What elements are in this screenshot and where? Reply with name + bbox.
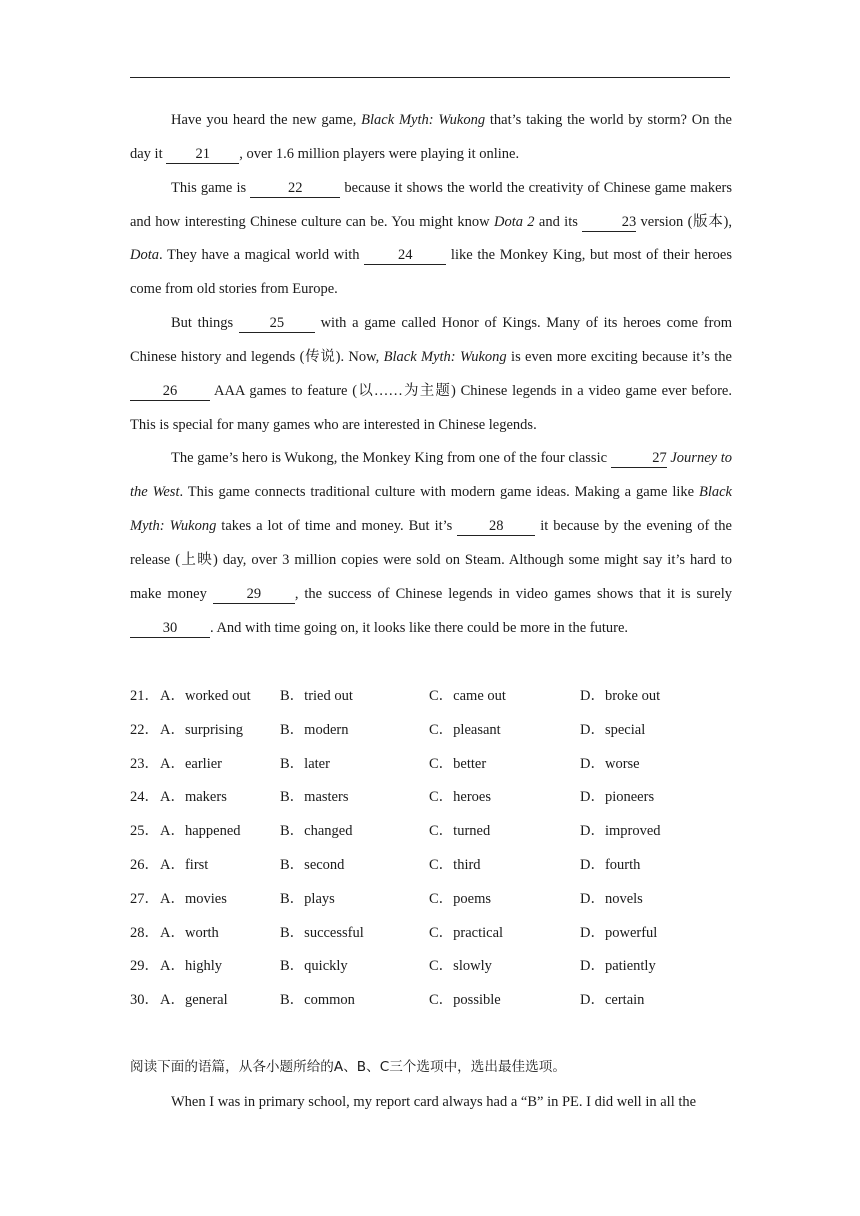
italic-title: Dota xyxy=(130,247,159,264)
option-a: A．makers xyxy=(160,789,227,806)
option-c: C．possible xyxy=(429,992,501,1009)
blank-23: 23 xyxy=(582,213,636,232)
option-c: C．practical xyxy=(429,924,504,941)
option-d: D．certain xyxy=(580,992,645,1009)
option-c: C．slowly xyxy=(429,958,492,975)
passage-paragraph: This game is 22 because it shows the world the creativity of Chinese game makers and how interesting Chinese culture can be. You might know Dota 2 and its 23 version (版本), Dota. They have a magical world with 24 like the Monkey King, but most of their heroes come from old stories from Europe. xyxy=(130,179,733,298)
option-b: B．tried out xyxy=(280,688,353,704)
blank-28: 28 xyxy=(457,517,535,536)
option-row xyxy=(130,984,730,1018)
option-d: D．patiently xyxy=(580,958,656,975)
blank-29: 29 xyxy=(213,585,295,604)
italic-title: Black Myth: Wukong xyxy=(130,484,732,535)
option-a: A．movies xyxy=(160,890,227,907)
option-d: D．special xyxy=(580,721,646,738)
option-row xyxy=(130,781,730,815)
option-c: C．heroes xyxy=(429,789,492,806)
cloze-passage xyxy=(130,104,732,646)
option-row xyxy=(130,714,730,748)
passage-paragraph: The game’s hero is Wukong, the Monkey King from one of the four classic 27 Journey to the West. This game connects traditional culture with modern game ideas. Making a game like Black Myth: Wukong takes a lot of time and money. But it’s 28 it because by the evening of the release (上映) day, over 3 million copies were sold on Steam. Although some might say it’s hard to make money 29 , the success of Chinese legends in video games shows that it is surely 30 . And with time going on, it looks like there could be more in the future. xyxy=(130,450,732,636)
italic-title: Black Myth: Wukong xyxy=(361,112,486,128)
option-row xyxy=(130,883,730,917)
option-a: A．happened xyxy=(160,823,241,840)
question-number: 25． xyxy=(130,823,159,840)
question-number: 29． xyxy=(130,958,159,975)
option-b: B．modern xyxy=(280,721,349,738)
question-number: 28． xyxy=(130,924,159,941)
question-number: 26． xyxy=(130,856,159,873)
option-b: B．second xyxy=(280,856,345,873)
option-a: A．surprising xyxy=(160,721,243,738)
option-b: B．common xyxy=(280,992,355,1009)
question-number: 22． xyxy=(130,721,159,738)
option-row xyxy=(130,748,730,782)
option-a: A．earlier xyxy=(160,755,222,772)
option-row xyxy=(130,849,730,883)
blank-25: 25 xyxy=(239,314,315,333)
blank-26: 26 xyxy=(130,382,210,401)
passage-paragraph: But things 25 with a game called Honor of Kings. Many of its heroes come from Chinese history and legends (传说). Now, Black Myth: Wukong is even more exciting because it’s the 26 AAA games to feature (以……为主题) Chinese legends in a video game ever before. This is special for many games who are interested in Chinese legends. xyxy=(130,315,732,433)
option-b: B．plays xyxy=(280,890,335,907)
question-number: 23． xyxy=(130,755,159,772)
option-a: A．highly xyxy=(160,958,223,975)
option-c: C．pleasant xyxy=(429,721,501,738)
question-number: 30． xyxy=(130,992,159,1009)
passage-paragraph: Have you heard the new game, Black Myth: Wukong that’s taking the world by storm? On the day it 21 , over 1.6 million players were playing it online. xyxy=(130,112,732,162)
italic-title: Black Myth: Wukong xyxy=(383,348,507,365)
option-c: C．turned xyxy=(429,823,491,840)
blank-21: 21 xyxy=(166,145,239,164)
option-d: D．novels xyxy=(580,890,643,907)
option-row xyxy=(130,950,730,984)
blank-24: 24 xyxy=(364,246,446,265)
option-row xyxy=(130,815,730,849)
italic-title: Journey to the West xyxy=(130,450,732,501)
option-a: A．worth xyxy=(160,924,219,941)
option-a: A．first xyxy=(160,856,209,873)
option-b: B．later xyxy=(280,755,330,772)
option-b: B．quickly xyxy=(280,958,348,975)
option-d: D．broke out xyxy=(580,688,661,704)
option-b: B．successful xyxy=(280,924,364,941)
option-b: B．changed xyxy=(280,823,353,840)
option-c: C．third xyxy=(429,856,481,873)
question-number: 24． xyxy=(130,789,159,806)
question-number: 27． xyxy=(130,890,159,907)
option-c: C．better xyxy=(429,755,487,772)
next-passage-text: When I was in primary school, my report card always had a “B” in PE. I did well in all the xyxy=(171,1094,697,1110)
option-d: D．pioneers xyxy=(580,789,655,806)
italic-title: Dota 2 xyxy=(493,213,535,230)
blank-27: 27 xyxy=(611,449,667,468)
option-b: B．masters xyxy=(280,789,349,806)
option-d: D．powerful xyxy=(580,924,658,941)
option-c: C．poems xyxy=(429,890,492,907)
option-d: D．fourth xyxy=(580,856,641,873)
answer-options xyxy=(130,680,730,1018)
blank-22: 22 xyxy=(250,179,340,198)
blank-30: 30 xyxy=(130,619,210,638)
option-a: A．general xyxy=(160,992,228,1009)
option-d: D．worse xyxy=(580,755,640,772)
option-d: D．improved xyxy=(580,823,661,840)
option-row xyxy=(130,917,730,951)
option-a: A．worked out xyxy=(160,688,251,704)
section-instruction: 阅读下面的语篇，从各小题所给的A、B、C三个选项中，选出最佳选项。 xyxy=(130,1059,566,1075)
question-number: 21． xyxy=(130,688,159,704)
option-c: C．came out xyxy=(429,688,506,704)
header-rule xyxy=(130,77,730,78)
option-row xyxy=(130,680,730,714)
